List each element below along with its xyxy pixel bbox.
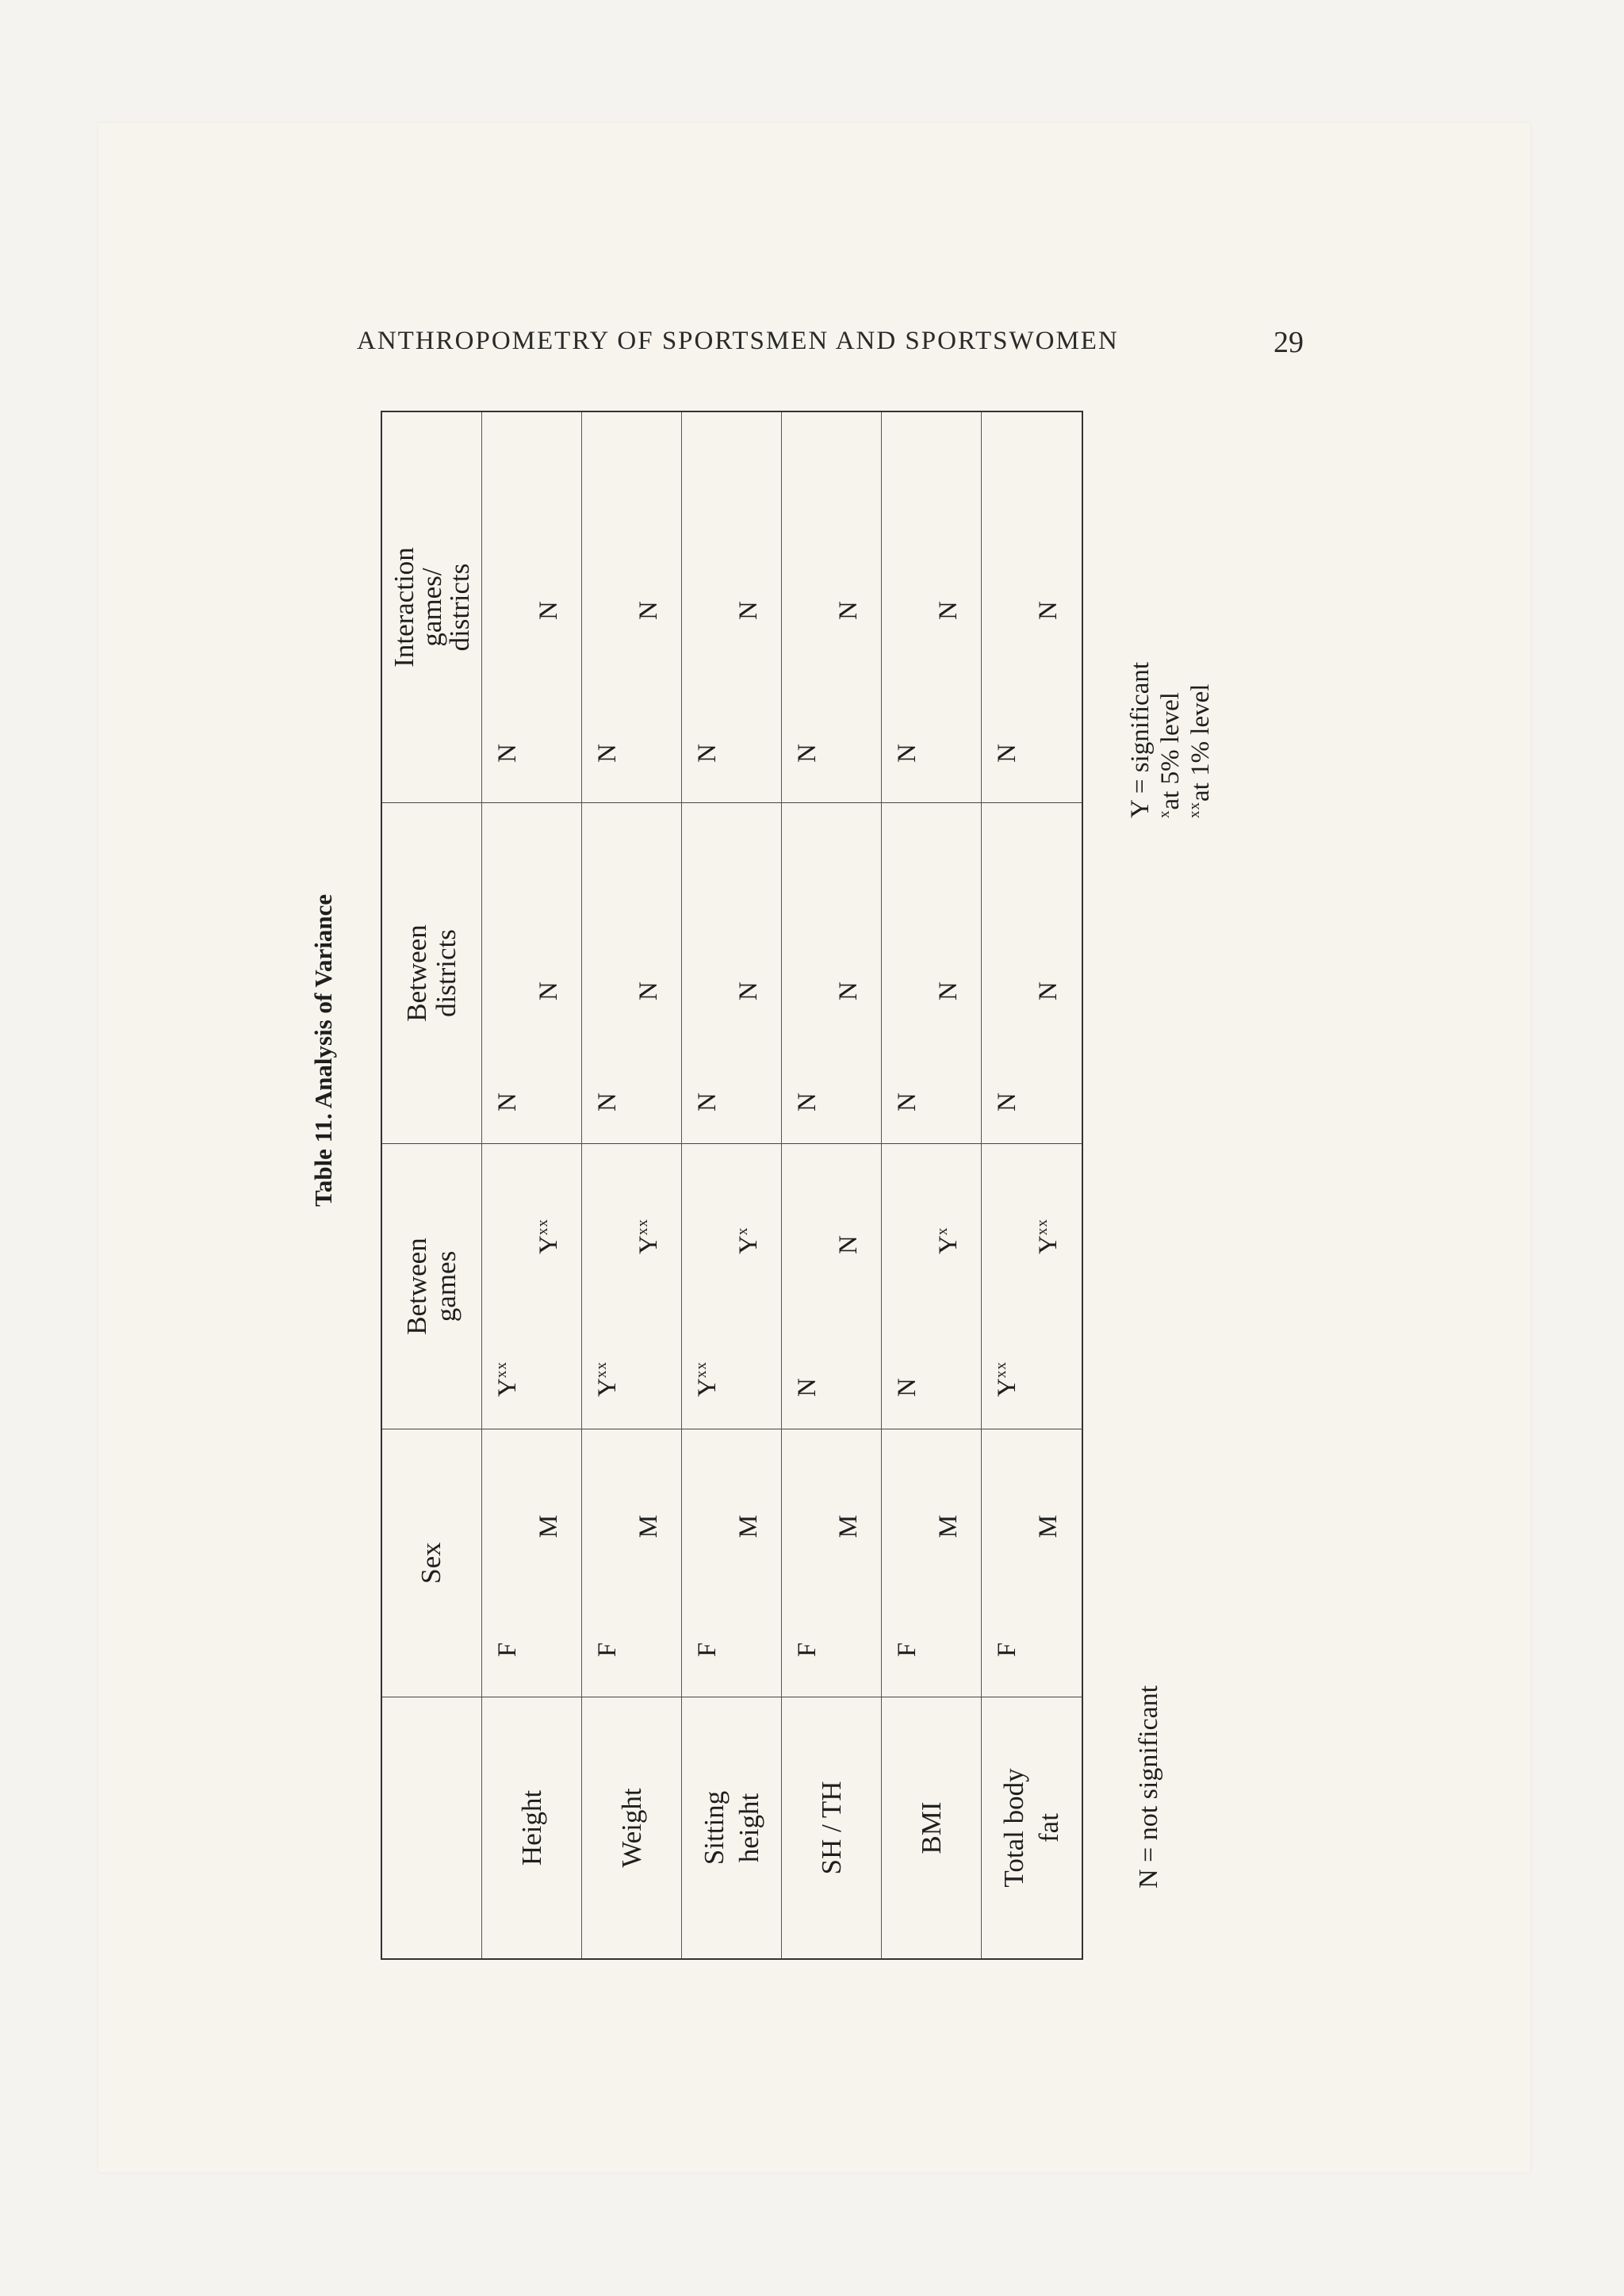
value-male: N <box>634 982 663 1001</box>
cell-between-games <box>782 1143 882 1429</box>
cell-sex <box>682 1429 782 1697</box>
footnote-y-label: Y = significant <box>1126 661 1155 818</box>
value-female: F <box>593 1642 622 1657</box>
value-female: N <box>993 744 1021 763</box>
row-label: Height <box>482 1697 582 1958</box>
value-male: N <box>634 601 663 620</box>
cell-interaction <box>482 412 582 802</box>
value-male: M <box>734 1514 763 1538</box>
cell-between-games <box>482 1143 582 1429</box>
value-male: M <box>834 1514 863 1538</box>
value-female: F <box>793 1642 822 1657</box>
value-male: $Y^{xx}$ <box>534 1219 563 1254</box>
value-female: N <box>793 1378 822 1397</box>
value-female: N <box>893 1378 921 1397</box>
value-male: N <box>734 601 763 620</box>
row-label: Sitting height <box>682 1697 782 1958</box>
value-male: N <box>834 982 863 1001</box>
value-female: N <box>593 1093 622 1112</box>
value-male: M <box>1034 1514 1063 1538</box>
row-label: BMI <box>882 1697 982 1958</box>
value-female: N <box>893 744 921 763</box>
value-female: F <box>693 1642 722 1657</box>
value-female: N <box>793 1093 822 1112</box>
cell-between-districts <box>982 802 1082 1143</box>
footnote-5pct: $^x$at 5% level <box>1155 692 1185 818</box>
cell-interaction <box>682 412 782 802</box>
cell-between-games <box>682 1143 782 1429</box>
cell-between-districts <box>582 802 682 1143</box>
value-male: $Y^x$ <box>934 1226 963 1254</box>
value-male: N <box>834 601 863 620</box>
cell-between-games <box>882 1143 982 1429</box>
value-male: N <box>934 982 963 1001</box>
value-male: N <box>834 1235 863 1254</box>
value-male: $Y^x$ <box>734 1226 763 1254</box>
value-male: M <box>934 1514 963 1538</box>
value-female: N <box>693 1093 722 1112</box>
variance-table <box>381 411 1083 1960</box>
rotated-table-block <box>293 396 1299 1976</box>
footnote-not-significant: N = not significant <box>1134 1685 1163 1888</box>
page-number: 29 <box>1274 326 1304 359</box>
header-between-games: Between games <box>382 1143 482 1429</box>
cell-sex <box>782 1429 882 1697</box>
value-female: N <box>793 744 822 763</box>
value-female: N <box>993 1093 1021 1112</box>
cell-interaction <box>982 412 1082 802</box>
cell-interaction <box>782 412 882 802</box>
value-female: F <box>493 1642 522 1657</box>
cell-interaction <box>582 412 682 802</box>
value-female: N <box>593 744 622 763</box>
value-male: M <box>634 1514 663 1538</box>
value-female: N <box>493 744 522 763</box>
cell-between-games <box>982 1143 1082 1429</box>
running-head: ANTHROPOMETRY OF SPORTSMEN AND SPORTSWOMEN <box>357 327 1119 355</box>
value-male: N <box>534 982 563 1001</box>
value-male: M <box>534 1514 563 1538</box>
value-female: $Y^{xx}$ <box>993 1361 1021 1397</box>
value-male: N <box>934 601 963 620</box>
cell-between-districts <box>482 802 582 1143</box>
value-male: $Y^{xx}$ <box>634 1219 663 1254</box>
value-male: $Y^{xx}$ <box>1034 1219 1063 1254</box>
cell-sex <box>882 1429 982 1697</box>
cell-between-districts <box>682 802 782 1143</box>
value-female: F <box>993 1642 1021 1657</box>
value-female: $Y^{xx}$ <box>693 1361 722 1397</box>
header-sex: Sex <box>382 1429 482 1697</box>
cell-interaction <box>882 412 982 802</box>
header-label-cell <box>382 1697 482 1958</box>
value-male: N <box>1034 982 1063 1001</box>
value-female: F <box>893 1642 921 1657</box>
value-male: N <box>534 601 563 620</box>
value-male: N <box>1034 601 1063 620</box>
value-female: $Y^{xx}$ <box>593 1361 622 1397</box>
row-label: Total body fat <box>982 1697 1082 1958</box>
value-female: $Y^{xx}$ <box>493 1361 522 1397</box>
value-male: N <box>734 982 763 1001</box>
header-interaction: Interaction games/ districts <box>382 412 482 802</box>
table-caption: Table 11. Analysis of Variance <box>309 894 337 1207</box>
cell-between-games <box>582 1143 682 1429</box>
cell-between-districts <box>782 802 882 1143</box>
footnote-significant <box>1126 662 1216 818</box>
value-female: N <box>893 1093 921 1112</box>
row-label: Weight <box>582 1697 682 1958</box>
value-female: N <box>693 744 722 763</box>
footnote-1pct: $^{xx}$at 1% level <box>1185 683 1215 818</box>
cell-sex <box>482 1429 582 1697</box>
cell-sex <box>582 1429 682 1697</box>
header-between-districts: Between districts <box>382 802 482 1143</box>
cell-between-districts <box>882 802 982 1143</box>
cell-sex <box>982 1429 1082 1697</box>
row-label: SH / TH <box>782 1697 882 1958</box>
value-female: N <box>493 1093 522 1112</box>
